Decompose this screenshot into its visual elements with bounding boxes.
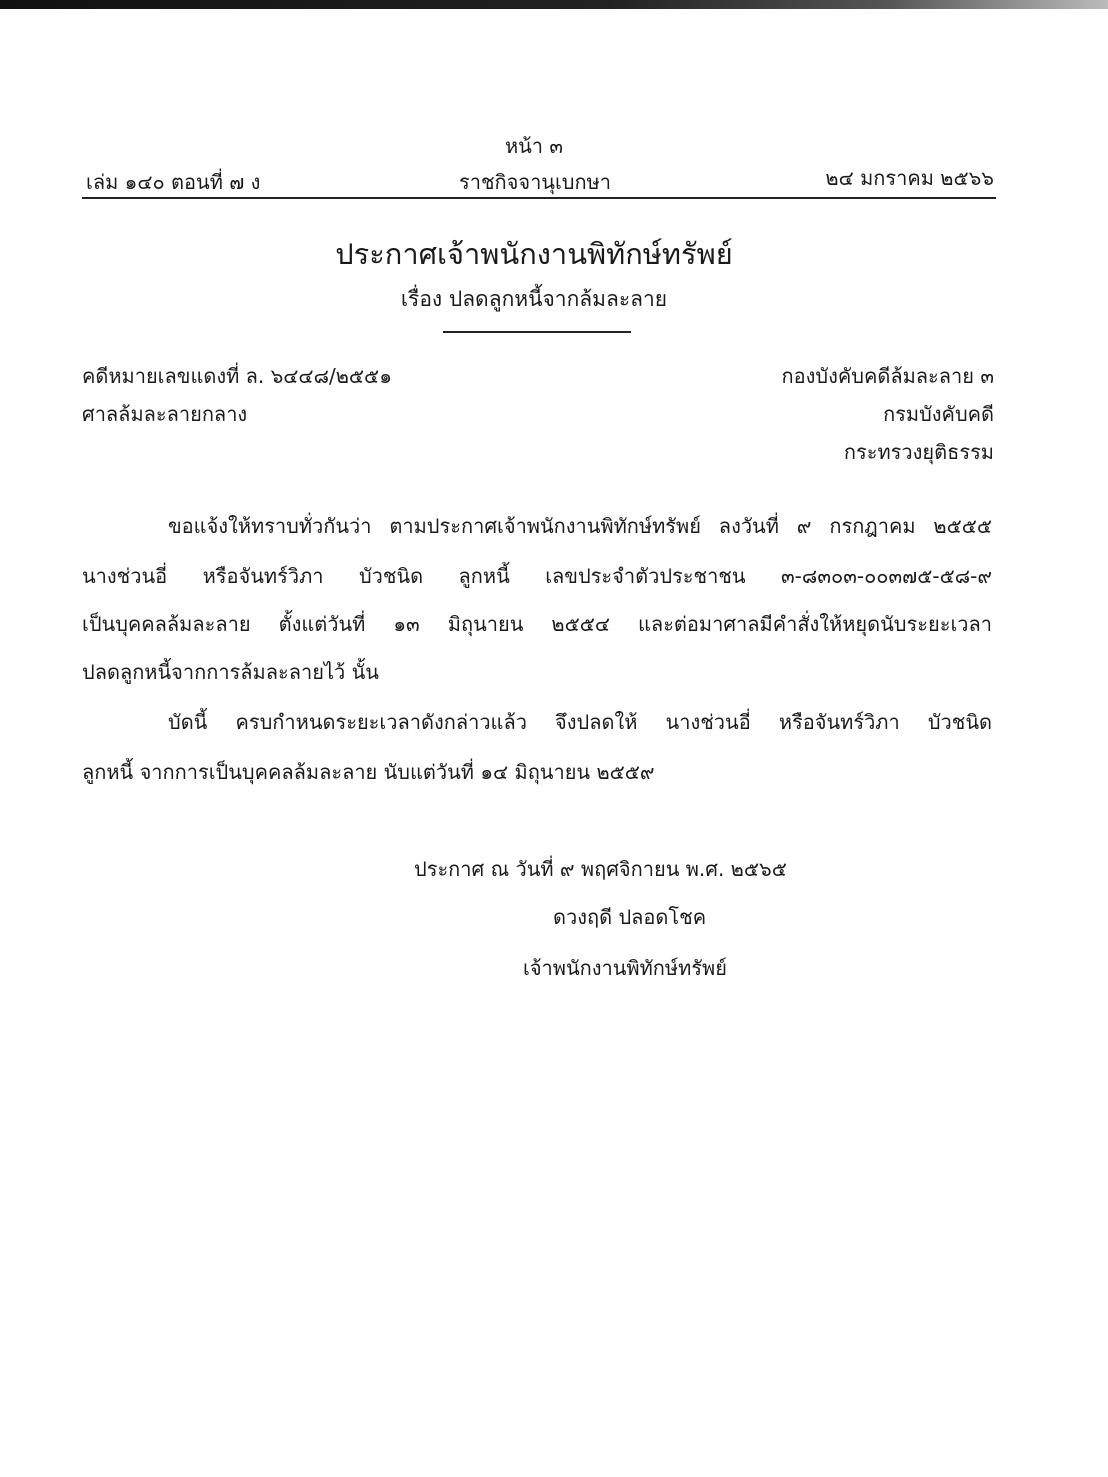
paragraph2-line: บัดนี้ ครบกำหนดระยะเวลาดังกล่าวแล้ว จึงปลดให้ นางช่วนอี่ หรือจันทร์วิภา บัวชนิด [168,710,992,734]
signatory-position: เจ้าพนักงานพิทักษ์ทรัพย์ [523,956,727,980]
department-name: กรมบังคับคดี [883,402,994,426]
case-number: คดีหมายเลขแดงที่ ล. ๖๔๔๘/๒๕๕๑ [82,364,392,388]
court-name: ศาลล้มละลายกลาง [82,402,248,426]
paragraph1-line: เป็นบุคคลล้มละลาย ตั้งแต่วันที่ ๑๓ มิถุนายน ๒๕๕๔ และต่อมาศาลมีคำสั่งให้หยุดนับระยะเวลา [82,612,992,636]
division-name: กองบังคับคดีล้มละลาย ๓ [781,364,994,388]
announcement-subject: เรื่อง ปลดลูกหนี้จากล้มละลาย [400,287,668,311]
scan-edge-shadow [0,0,1108,9]
gazette-volume: เล่ม ๑๔๐ ตอนที่ ๗ ง [86,170,261,194]
header-divider [82,197,996,199]
signatory-name: ดวงฤดี ปลอดโชค [553,905,707,929]
ministry-name: กระทรวงยุติธรรม [843,440,994,464]
gazette-name: ราชกิจจานุเบกษา [458,170,612,194]
paragraph1-line: ขอแจ้งให้ทราบทั่วกันว่า ตามประกาศเจ้าพนักงานพิทักษ์ทรัพย์ ลงวันที่ ๙ กรกฎาคม ๒๕๕๕ [168,514,992,538]
announcement-date: ประกาศ ณ วันที่ ๙ พฤศจิกายน พ.ศ. ๒๕๖๕ [414,857,787,881]
title-underline [443,331,631,333]
paragraph1-line: ปลดลูกหนี้จากการล้มละลายไว้ นั้น [82,660,379,684]
paragraph2-line: ลูกหนี้ จากการเป็นบุคคลล้มละลาย นับแต่วันที่ ๑๔ มิถุนายน ๒๕๕๙ [82,760,655,784]
page-number: หน้า ๓ [504,134,564,158]
paragraph1-line: นางช่วนอี่ หรือจันทร์วิภา บัวชนิด ลูกหนี้ เลขประจำตัวประชาชน ๓-๘๓๐๓-๐๐๓๗๕-๕๘-๙ [82,564,992,588]
announcement-title: ประกาศเจ้าพนักงานพิทักษ์ทรัพย์ [335,237,733,271]
gazette-date: ๒๔ มกราคม ๒๕๖๖ [825,166,994,190]
